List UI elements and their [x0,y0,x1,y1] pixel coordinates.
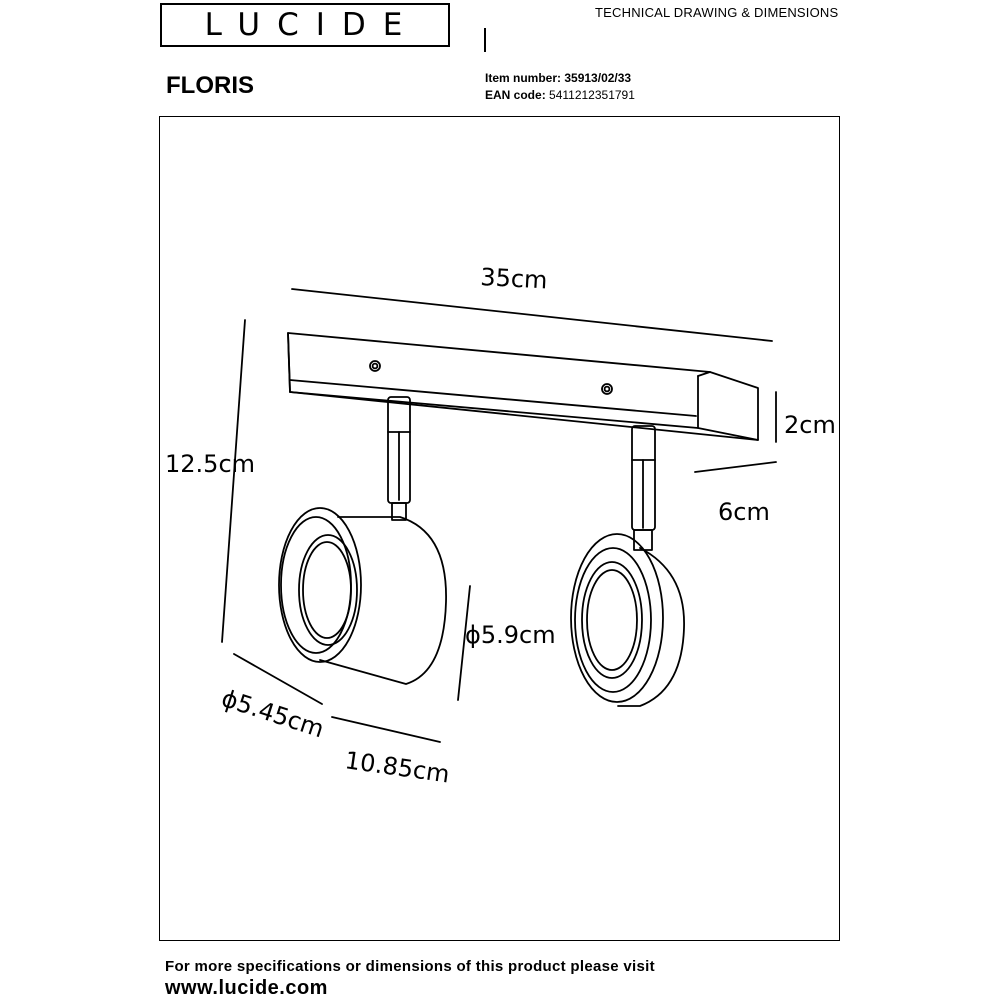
left-spot [279,397,446,684]
item-number-row: Item number: 35913/02/33 [485,71,632,85]
ean-code-value: 5411212351791 [549,88,635,102]
ceiling-plate [288,333,758,440]
head-depth-label: 10.85cm [343,746,452,789]
item-number-label: Item number [485,71,558,85]
head-diameter-label: ϕ5.9cm [465,621,556,649]
plate-depth-label: 6cm [718,498,770,526]
footer-note: For more specifications or dimensions of this product please visit [165,958,655,975]
head-depth-dimension-line [332,717,440,742]
product-name: FLORIS [166,72,254,99]
length-dimension-line [292,289,772,341]
plate-height-label: 2cm [784,411,836,439]
ean-code-label: EAN code [485,88,542,102]
height-dimension-line [222,320,245,642]
brand-logo-text: LUCIDE [204,7,420,43]
ean-code-row: EAN code: 5411212351791 [485,88,635,102]
item-number-value: 35913/02/33 [564,71,632,85]
plate-depth-dimension-line [695,462,776,472]
lens-diameter-label: ϕ5.45cm [218,684,328,744]
document-type: TECHNICAL DRAWING & DIMENSIONS [595,5,839,20]
footer-url[interactable]: www.lucide.com [165,977,328,999]
height-label: 12.5cm [165,450,256,478]
length-label: 35cm [479,263,549,295]
right-spot [571,426,684,706]
